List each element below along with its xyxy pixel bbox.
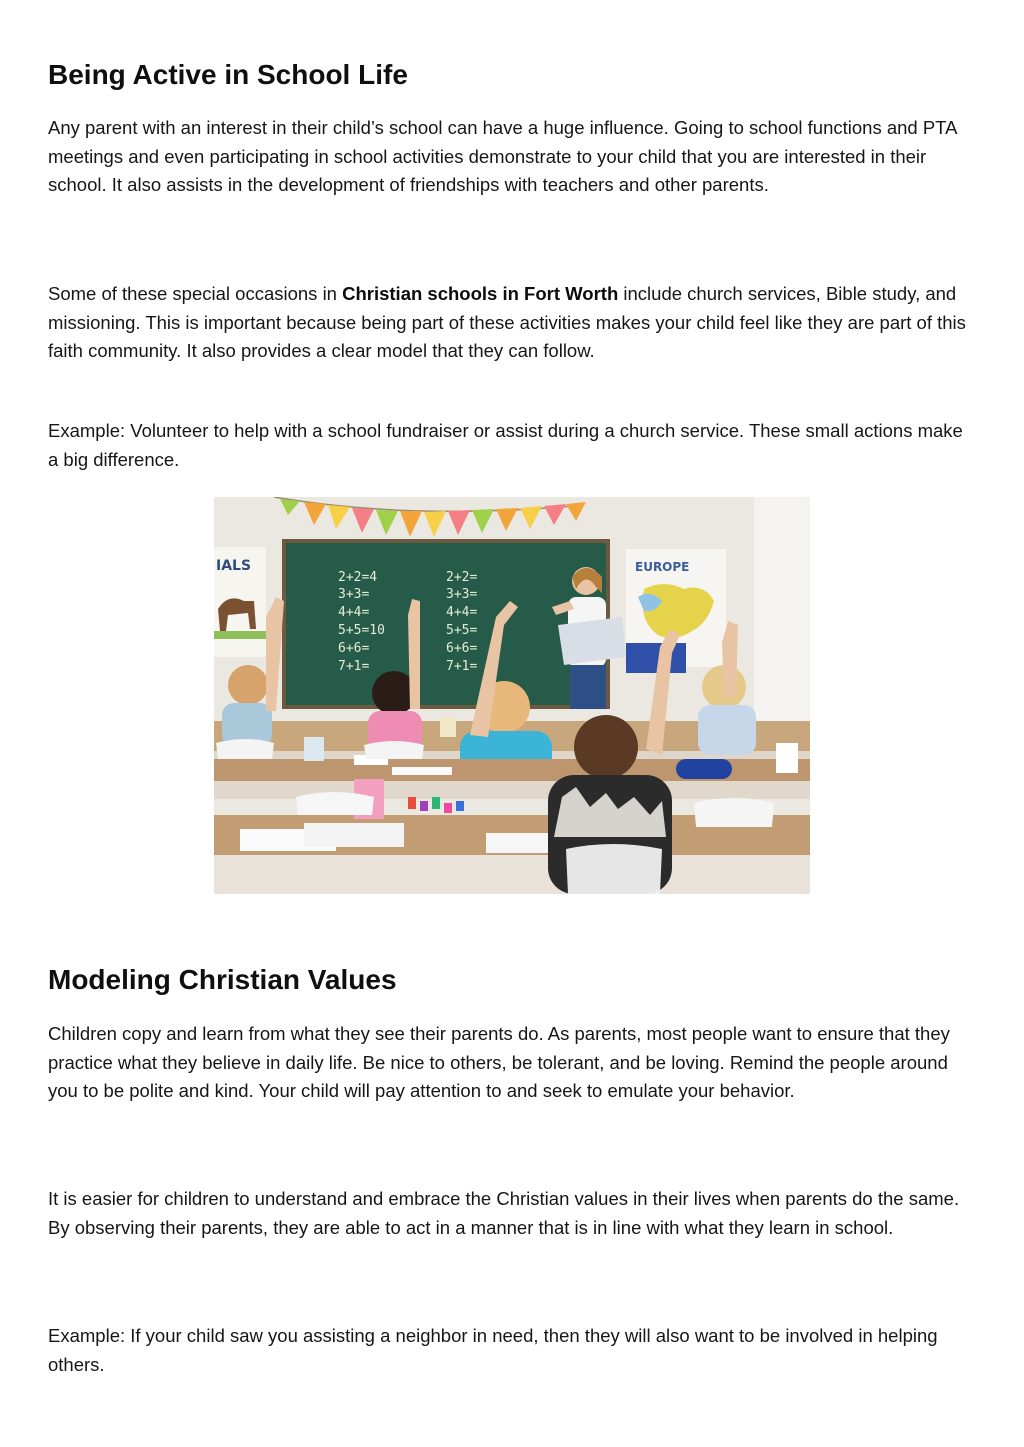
paragraph-example: Example: If your child saw you assisting a neighbor in need, then they will also want to be involved in helping others. xyxy=(48,1325,938,1375)
board-text: 5+5=10 xyxy=(338,623,385,638)
board-text: 2+2=4 xyxy=(338,570,378,585)
svg-text:2+2=: 2+2= xyxy=(446,570,478,585)
poster-label: EUROPE xyxy=(635,560,690,574)
paragraph: Children copy and learn from what they see their parents do. As parents, most people want to ensure that they practice what they believe in daily life. Be nice to others, be tolerant, and be loving. Remind the people around you to be polite and kind. Your child will pay attention to and seek to emulate your behavior. xyxy=(48,1023,950,1101)
svg-text:5+5=: 5+5= xyxy=(446,623,478,638)
classroom-photo xyxy=(214,497,810,894)
paragraph-example: Example: Volunteer to help with a school fundraiser or assist during a church service. These small actions make a big difference. xyxy=(48,420,963,470)
svg-text:4+4=: 4+4= xyxy=(446,605,478,620)
svg-text:6+6=: 6+6= xyxy=(446,641,478,656)
board-text: 3+3= xyxy=(338,587,370,602)
paragraph: Any parent with an interest in their child’s school can have a huge influence. Going to school functions and PTA meetings and even participating in school activities demonstrate to your child that you are interested in their school. It also assists in the development of friendships with teachers and other parents. xyxy=(48,117,957,195)
paragraph-text: include church services, Bible study, and missioning. This is important because being part of these activities makes your child feel like they are part of this faith community. It also provides a clear model that they can follow. xyxy=(48,283,966,361)
section-heading: Being Active in School Life xyxy=(48,59,408,90)
paragraph: It is easier for children to understand and embrace the Christian values in their lives when parents do the same. By observing their parents, they are able to act in a manner that is in line with what they learn in school. xyxy=(48,1188,960,1238)
svg-text:3+3=: 3+3= xyxy=(446,587,478,602)
paragraph-text: Some of these special occasions in xyxy=(48,283,343,304)
poster-label: IALS xyxy=(216,558,252,574)
svg-text:7+1=: 7+1= xyxy=(446,659,478,674)
board-text: 4+4= xyxy=(338,605,370,620)
board-text: 7+1= xyxy=(338,659,370,674)
board-text: 6+6= xyxy=(338,641,370,656)
section-heading: Modeling Christian Values xyxy=(48,964,397,995)
paragraph xyxy=(48,280,978,366)
bold-link-text: Christian schools in Fort Worth xyxy=(342,283,619,304)
